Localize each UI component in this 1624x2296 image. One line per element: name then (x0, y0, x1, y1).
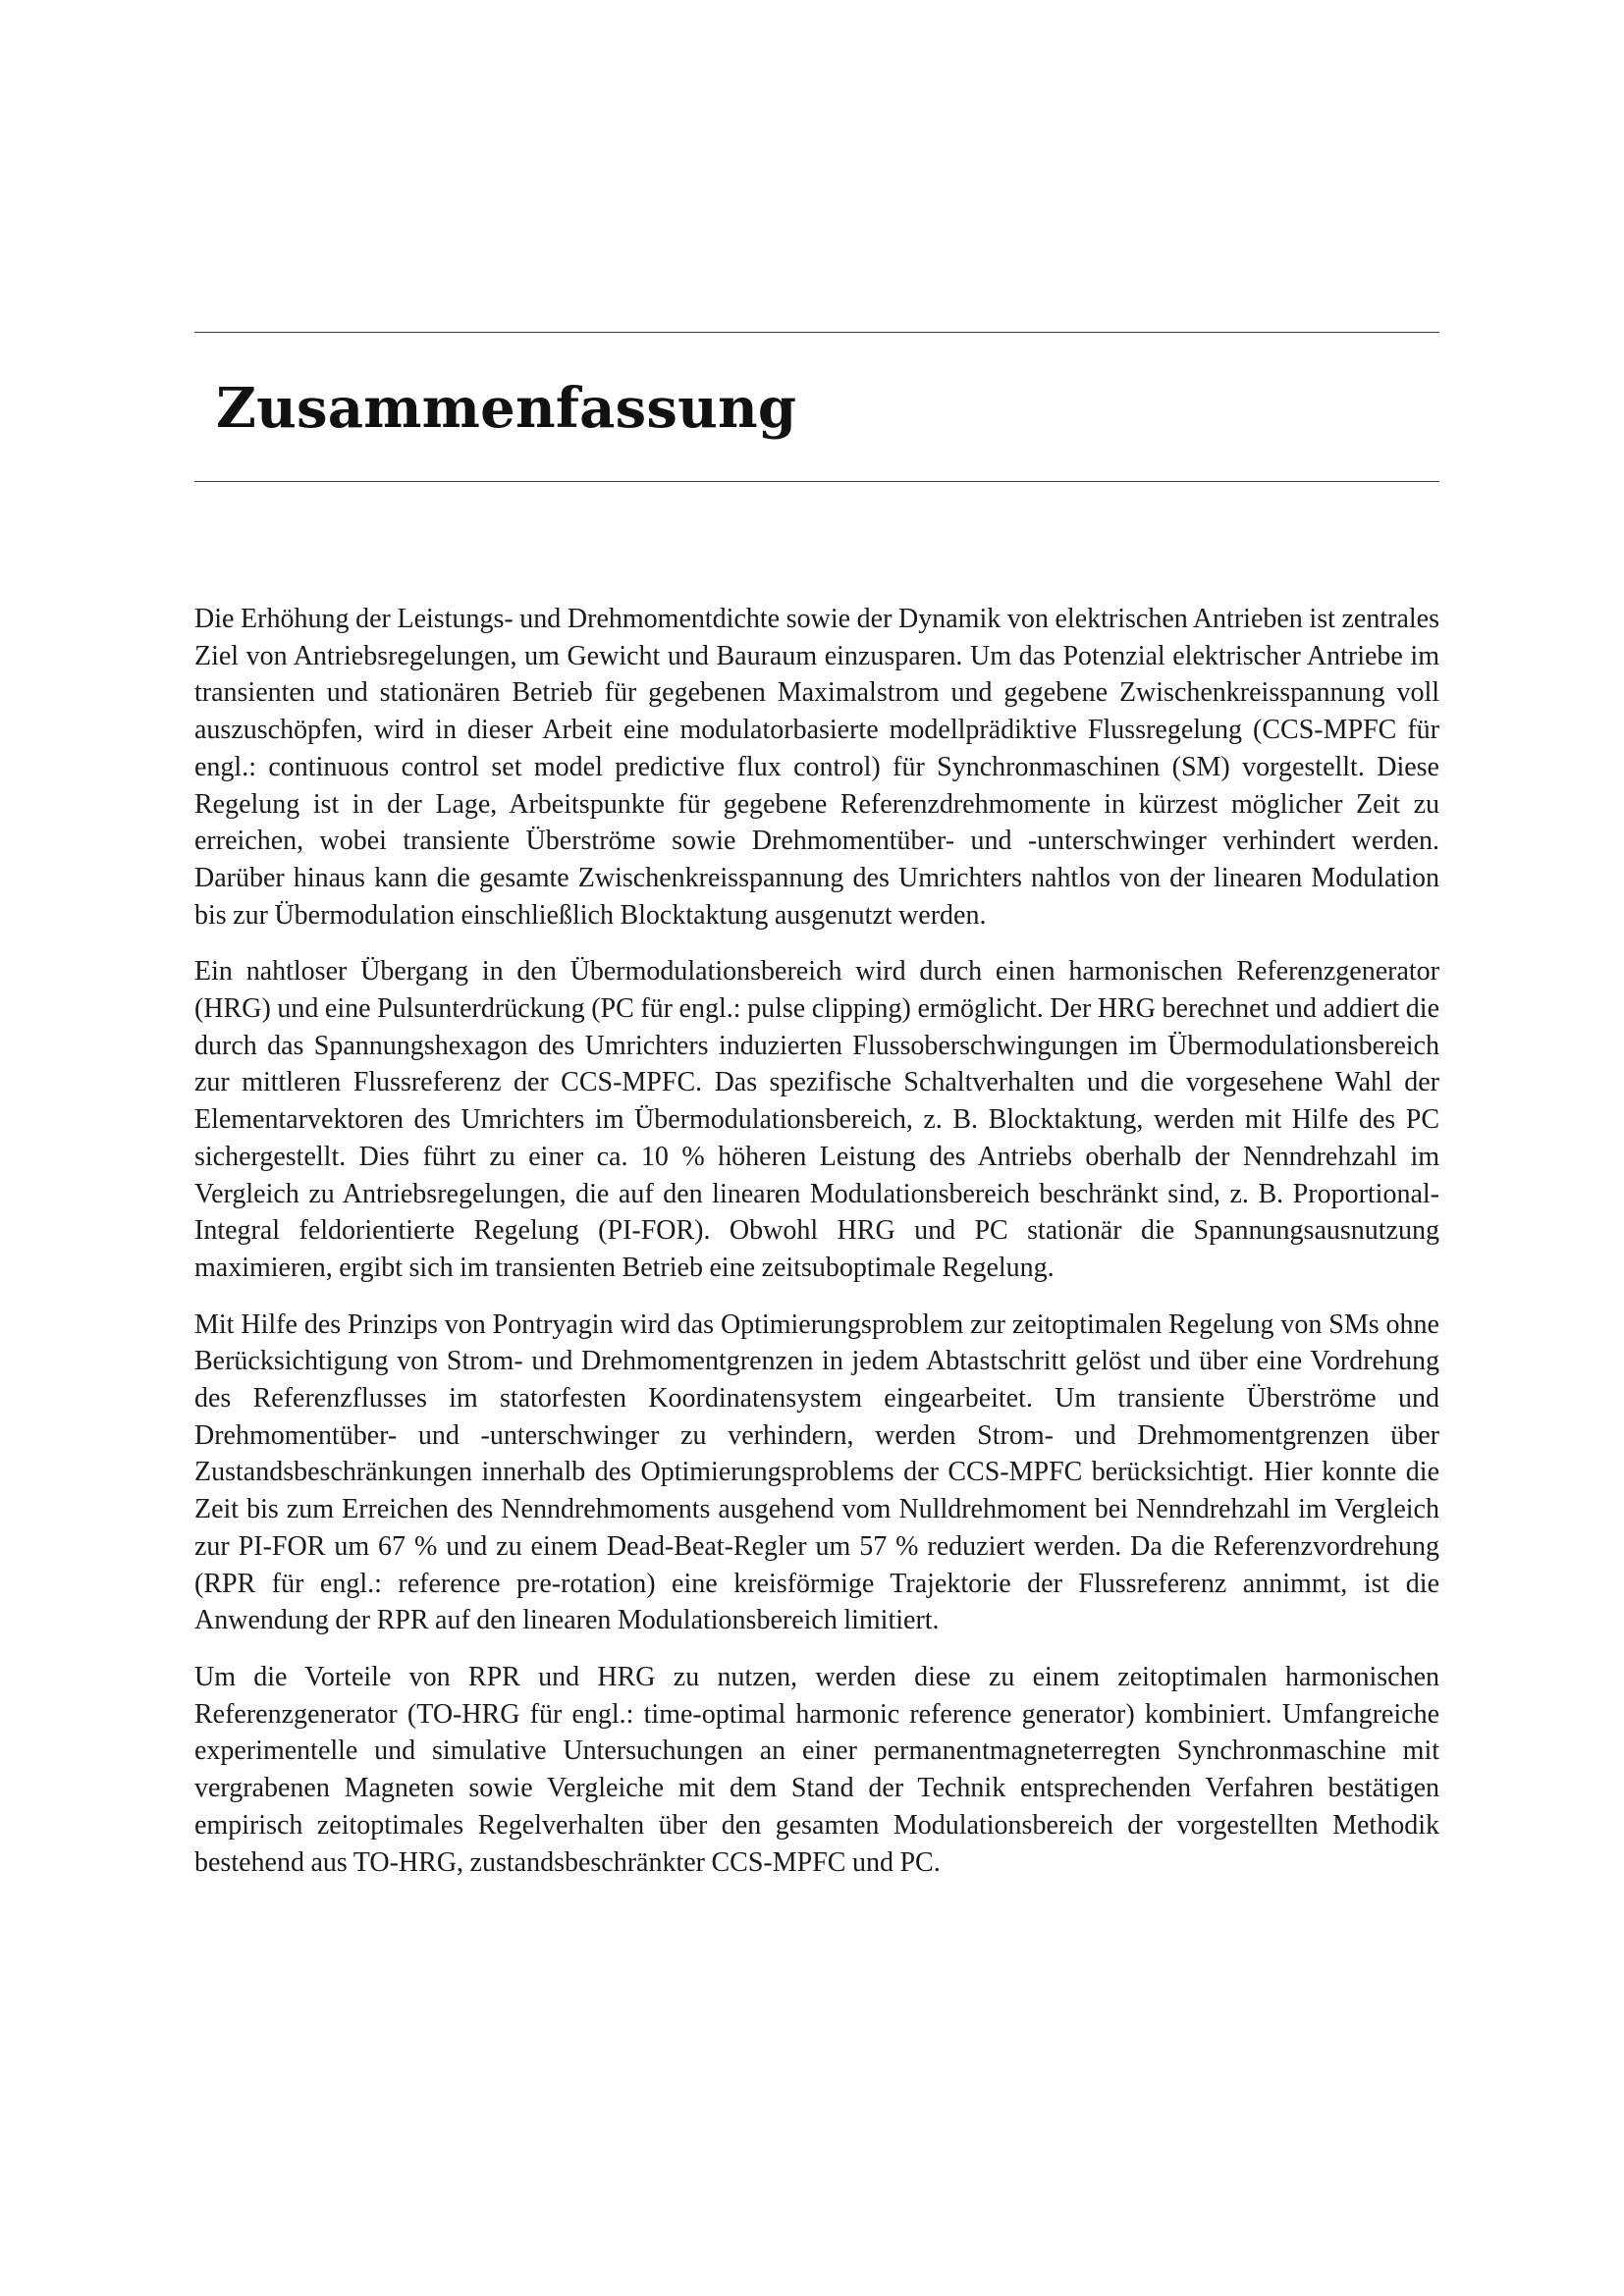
chapter-title: Zusammenfassung (216, 376, 797, 441)
paragraph-4: Um die Vorteile von RPR und HRG zu nutzen, werden diese zu einem zeitoptimalen harmonischen Referenzgenerator (TO-HRG für engl.: time-optimal harmonic reference generator) kombiniert. Umfangreiche experimentelle und simulative Untersuchungen an einer permanentmagneterregten Synchronmaschine mit vergrabenen Magneten sowie Vergleiche mit dem Stand der Technik entsprechenden Verfahren bestätigen empirisch zeitoptimales Regelverhalten über den gesamten Modulationsbereich der vorgestellten Methodik bestehend aus TO-HRG, zustandsbeschränkter CCS-MPFC und PC. (194, 1661, 1439, 1878)
chapter-rule-bottom (194, 481, 1439, 482)
body-text (194, 601, 1439, 1900)
paragraph-2: Ein nahtloser Übergang in den Übermodulationsbereich wird durch einen harmonischen Referenzgenerator (HRG) und eine Pulsunterdrückung (PC für engl.: pulse clipping) ermöglicht. Der HRG berechnet und addiert die durch das Spannungshexagon des Umrichters induzierten Flussoberschwingungen im Übermodulationsbereich zur mittleren Flussreferenz der CCS-MPFC. Das spezifische Schaltverhalten und die vorgesehene Wahl der Elementarvektoren des Umrichters im Übermodulationsbereich, z. B. Blocktaktung, werden mit Hilfe des PC sichergestellt. Dies führt zu einer ca. 10 % höheren Leistung des Antriebs oberhalb der Nenndrehzahl im Vergleich zu Antriebsregelungen, die auf den linearen Modulationsbereich beschränkt sind, z. B. Proportional-Integral feldorientierte Regelung (PI-FOR). Obwohl HRG und PC stationär die Spannungsausnutzung maximieren, ergibt sich im transienten Betrieb eine zeitsuboptimale Regelung. (194, 956, 1439, 1283)
paragraph-3: Mit Hilfe des Prinzips von Pontryagin wird das Optimierungsproblem zur zeitoptimalen Regelung von SMs ohne Berücksichtigung von Strom- und Drehmomentgrenzen in jedem Abtastschritt gelöst und über eine Vordrehung des Referenzflusses im statorfesten Koordinatensystem eingearbeitet. Um transiente Überströme und Drehmomentüber- und -unterschwinger zu verhindern, werden Strom- und Drehmomentgrenzen über Zustandsbeschränkungen innerhalb des Optimierungsproblems der CCS-MPFC berücksichtigt. Hier konnte die Zeit bis zum Erreichen des Nenndrehmoments ausgehend vom Nulldrehmoment bei Nenndrehzahl im Vergleich zur PI-FOR um 67 % und zu einem Dead-Beat-Regler um 57 % reduziert werden. Da die Referenzvordrehung (RPR für engl.: reference pre-rotation) eine kreisförmige Trajektorie der Flussreferenz annimmt, ist die Anwendung der RPR auf den linearen Modulationsbereich limitiert. (194, 1308, 1439, 1636)
paragraph-1: Die Erhöhung der Leistungs- und Drehmomentdichte sowie der Dynamik von elektrischen Antrieben ist zentrales Ziel von Antriebsregelungen, um Gewicht und Bauraum einzusparen. Um das Potenzial elektrischer Antriebe im transienten und stationären Betrieb für gegebenen Maximalstrom und gegebene Zwischenkreisspannung voll auszuschöpfen, wird in dieser Arbeit eine modulatorbasierte modellprädiktive Flussregelung (CCS-MPFC für engl.: continuous control set model predictive flux control) für Synchronmaschinen (SM) vorgestellt. Diese Regelung ist in der Lage, Arbeitspunkte für gegebene Referenzdrehmomente in kürzest möglicher Zeit zu erreichen, wobei transiente Überströme sowie Drehmomentüber- und -unterschwinger verhindert werden. Darüber hinaus kann die gesamte Zwischenkreisspannung des Umrichters nahtlos von der linearen Modulation bis zur Übermodulation einschließlich Blocktaktung ausgenutzt werden. (194, 604, 1439, 931)
chapter-rule-top (194, 332, 1439, 333)
